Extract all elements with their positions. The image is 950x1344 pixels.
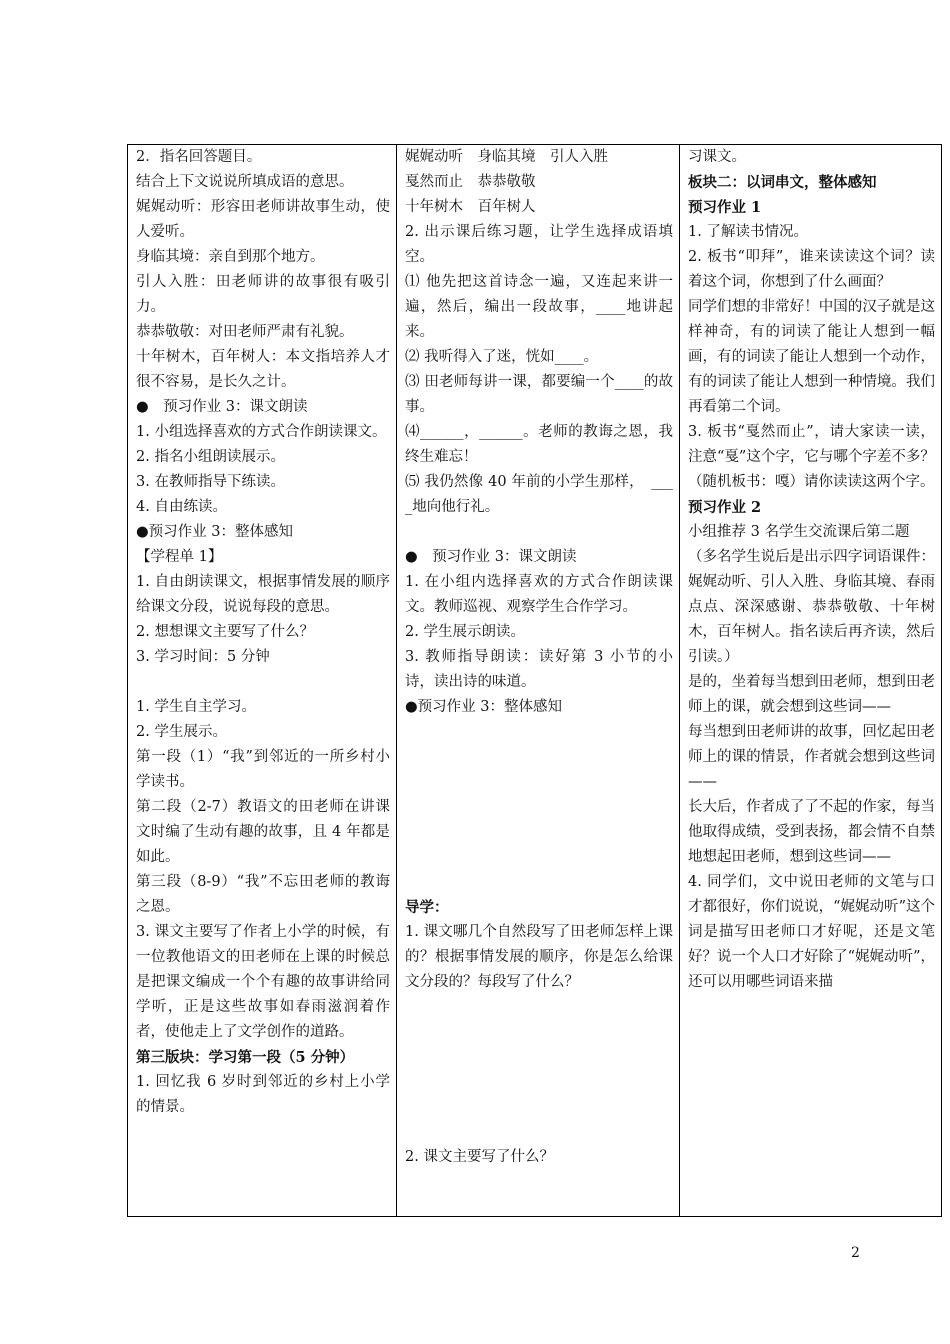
page-number: 2 xyxy=(851,1245,860,1261)
text-line: （多名学生说后是出示四字词语课件：娓娓动听、引人入胜、身临其境、春雨点点、深深感谢、恭恭敬敬、十年树木，百年树人。指名读后再齐读，然后引读。） xyxy=(688,549,935,665)
text-line: 1. 自由朗读课文，根据事情发展的顺序给课文分段，说说每段的意思。 xyxy=(136,574,390,615)
text-line: 1. 小组选择喜欢的方式合作朗读课文。 xyxy=(136,424,387,440)
text-line: 身临其境：亲自到那个地方。 xyxy=(136,249,325,265)
text-line: 4. 自由练读。 xyxy=(136,499,227,515)
text-line: 2. 出示课后练习题，让学生选择成语填空。 xyxy=(405,224,673,265)
blank-space xyxy=(405,995,673,1145)
text-line: 1. 在小组内选择喜欢的方式合作朗读课文。教师巡视、观察学生合作学习。 xyxy=(405,574,673,615)
text-line: 同学们想的非常好！中国的汉子就是这样神奇，有的词读了能让人想到一幅画，有的词读了能让人想到一个动作，有的词读了能让人想到一种情境。我们再看第二个词。 xyxy=(688,299,935,415)
middle-column xyxy=(397,145,680,1217)
section-heading: ● 预习作业 3：课文朗读 xyxy=(405,549,577,565)
section-heading-bold: 预习作业 2 xyxy=(688,499,762,516)
section-heading-bold: 板块二：以词串文，整体感知 xyxy=(688,174,877,191)
section-heading: ●预习作业 3：整体感知 xyxy=(136,524,293,540)
text-line: 3. 板书“戛然而止”，请大家读一读，注意“戛”这个字，它与哪个字差不多？ xyxy=(688,424,935,465)
text-line: 第一段（1）“我”到邻近的一所乡村小学读书。 xyxy=(136,749,390,790)
text-line: 结合上下文说说所填成语的意思。 xyxy=(136,174,354,190)
text-line: 3. 学习时间：5 分钟 xyxy=(136,649,270,665)
text-line: 1. 学生自主学习。 xyxy=(136,699,256,715)
text-line: ⑵ 我听得入了迷，恍如____。 xyxy=(405,349,599,365)
left-column xyxy=(128,145,397,1217)
text-line: 每当想到田老师讲的故事，回忆起田老师上的课的情景，作者就会想到这些词—— xyxy=(688,724,935,790)
text-line: 3. 在教师指导下练读。 xyxy=(136,474,285,490)
text-line: （随机板书：嘎）请你读读这两个字。 xyxy=(688,474,935,490)
text-line: 2. 课文主要写了什么？ xyxy=(405,1149,554,1165)
text-line: 十年树木，百年树人：本文指培养人才很不容易，是长久之计。 xyxy=(136,349,390,390)
text-line: 第二段（2-7）教语文的田老师在讲课文时编了生动有趣的故事，且 4 年都是如此。 xyxy=(136,799,390,865)
text-line: 娓娓动听：形容田老师讲故事生动，使人爱听。 xyxy=(136,199,390,240)
text-line: 4. 同学们，文中说田老师的文笔与口才都很好，你们说说，“娓娓动听”这个词是描写田老师口才好呢，还是文笔好？说一个人口才好除了“娓娓动听”，还可以用哪些词语来描 xyxy=(688,874,935,990)
text-line: 2. 指名小组朗读展示。 xyxy=(136,449,285,465)
lesson-plan-table xyxy=(127,144,942,1217)
text-line: 是的，坐着每当想到田老师，想到田老师上的课，就会想到这些词—— xyxy=(688,674,935,715)
section-heading: 【学程单 1】 xyxy=(136,549,223,565)
text-line: 恭恭敬敬：对田老师严肃有礼貌。 xyxy=(136,324,354,340)
section-heading: ●预习作业 3：整体感知 xyxy=(405,699,562,715)
text-line: ⑸ 我仍然像 40 年前的小学生那样， ____地向他行礼。 xyxy=(405,474,673,515)
text-line: 习课文。 xyxy=(688,149,746,165)
text-line: 第三段（8-9）“我”不忘田老师的教诲之恩。 xyxy=(136,874,390,915)
blank-line xyxy=(405,520,673,545)
text-line: 3. 课文主要写了作者上小学的时候，有一位教他语文的田老师在上课的时候总是把课文编成一个个有趣的故事讲给同学听，正是这些故事如春雨滋润着作者，使他走上了文学创作的道路。 xyxy=(136,924,390,1040)
text-line: ⑷______，______。老师的教诲之恩，我终生难忘！ xyxy=(405,424,673,465)
text-line: 2．指名回答题目。 xyxy=(136,149,262,165)
text-line: ⑴ 他先把这首诗念一遍，又连起来讲一遍，然后，编出一段故事，____地讲起来。 xyxy=(405,274,673,340)
section-heading-bold: 第三版块：学习第一段（5 分钟） xyxy=(136,1049,355,1066)
text-line: 2. 想想课文主要写了什么？ xyxy=(136,624,314,640)
section-heading-bold: 预习作业 1 xyxy=(688,199,762,216)
table-row xyxy=(128,145,942,1217)
text-line: 长大后，作者成了了不起的作家，每当他取得成绩，受到表扬，都会情不自禁地想起田老师，想到这些词—— xyxy=(688,799,935,865)
text-line: 娓娓动听 身临其境 引人入胜 xyxy=(405,149,608,165)
text-line: 引人入胜：田老师讲的故事很有吸引力。 xyxy=(136,274,390,315)
section-heading: ● 预习作业 3：课文朗读 xyxy=(136,399,308,415)
text-line: 3. 教师指导朗读：读好第 3 小节的小诗，读出诗的味道。 xyxy=(405,649,673,690)
blank-space xyxy=(405,720,673,895)
text-line: ⑶ 田老师每讲一课，都要编一个____的故事。 xyxy=(405,374,673,415)
blank-line xyxy=(136,670,390,695)
text-line: 1. 课文哪几个自然段写了田老师怎样上课的？根据事情发展的顺序，你是怎么给课文分段的？每段写了什么？ xyxy=(405,924,673,990)
text-line: 戛然而止 恭恭敬敬 xyxy=(405,174,536,190)
text-line: 小组推荐 3 名学生交流课后第二题 xyxy=(688,524,910,540)
right-column xyxy=(680,145,942,1217)
text-line: 十年树木 百年树人 xyxy=(405,199,536,215)
text-line: 2. 学生展示。 xyxy=(136,724,227,740)
text-line: 2. 板书“叩拜”，谁来读读这个词？读着这个词，你想到了什么画面？ xyxy=(688,249,935,290)
section-heading-bold: 导学： xyxy=(405,899,449,916)
text-line: 1. 回忆我 6 岁时到邻近的乡村上小学的情景。 xyxy=(136,1074,390,1115)
text-line: 2. 学生展示朗读。 xyxy=(405,624,525,640)
text-line: 1. 了解读书情况。 xyxy=(688,224,808,240)
